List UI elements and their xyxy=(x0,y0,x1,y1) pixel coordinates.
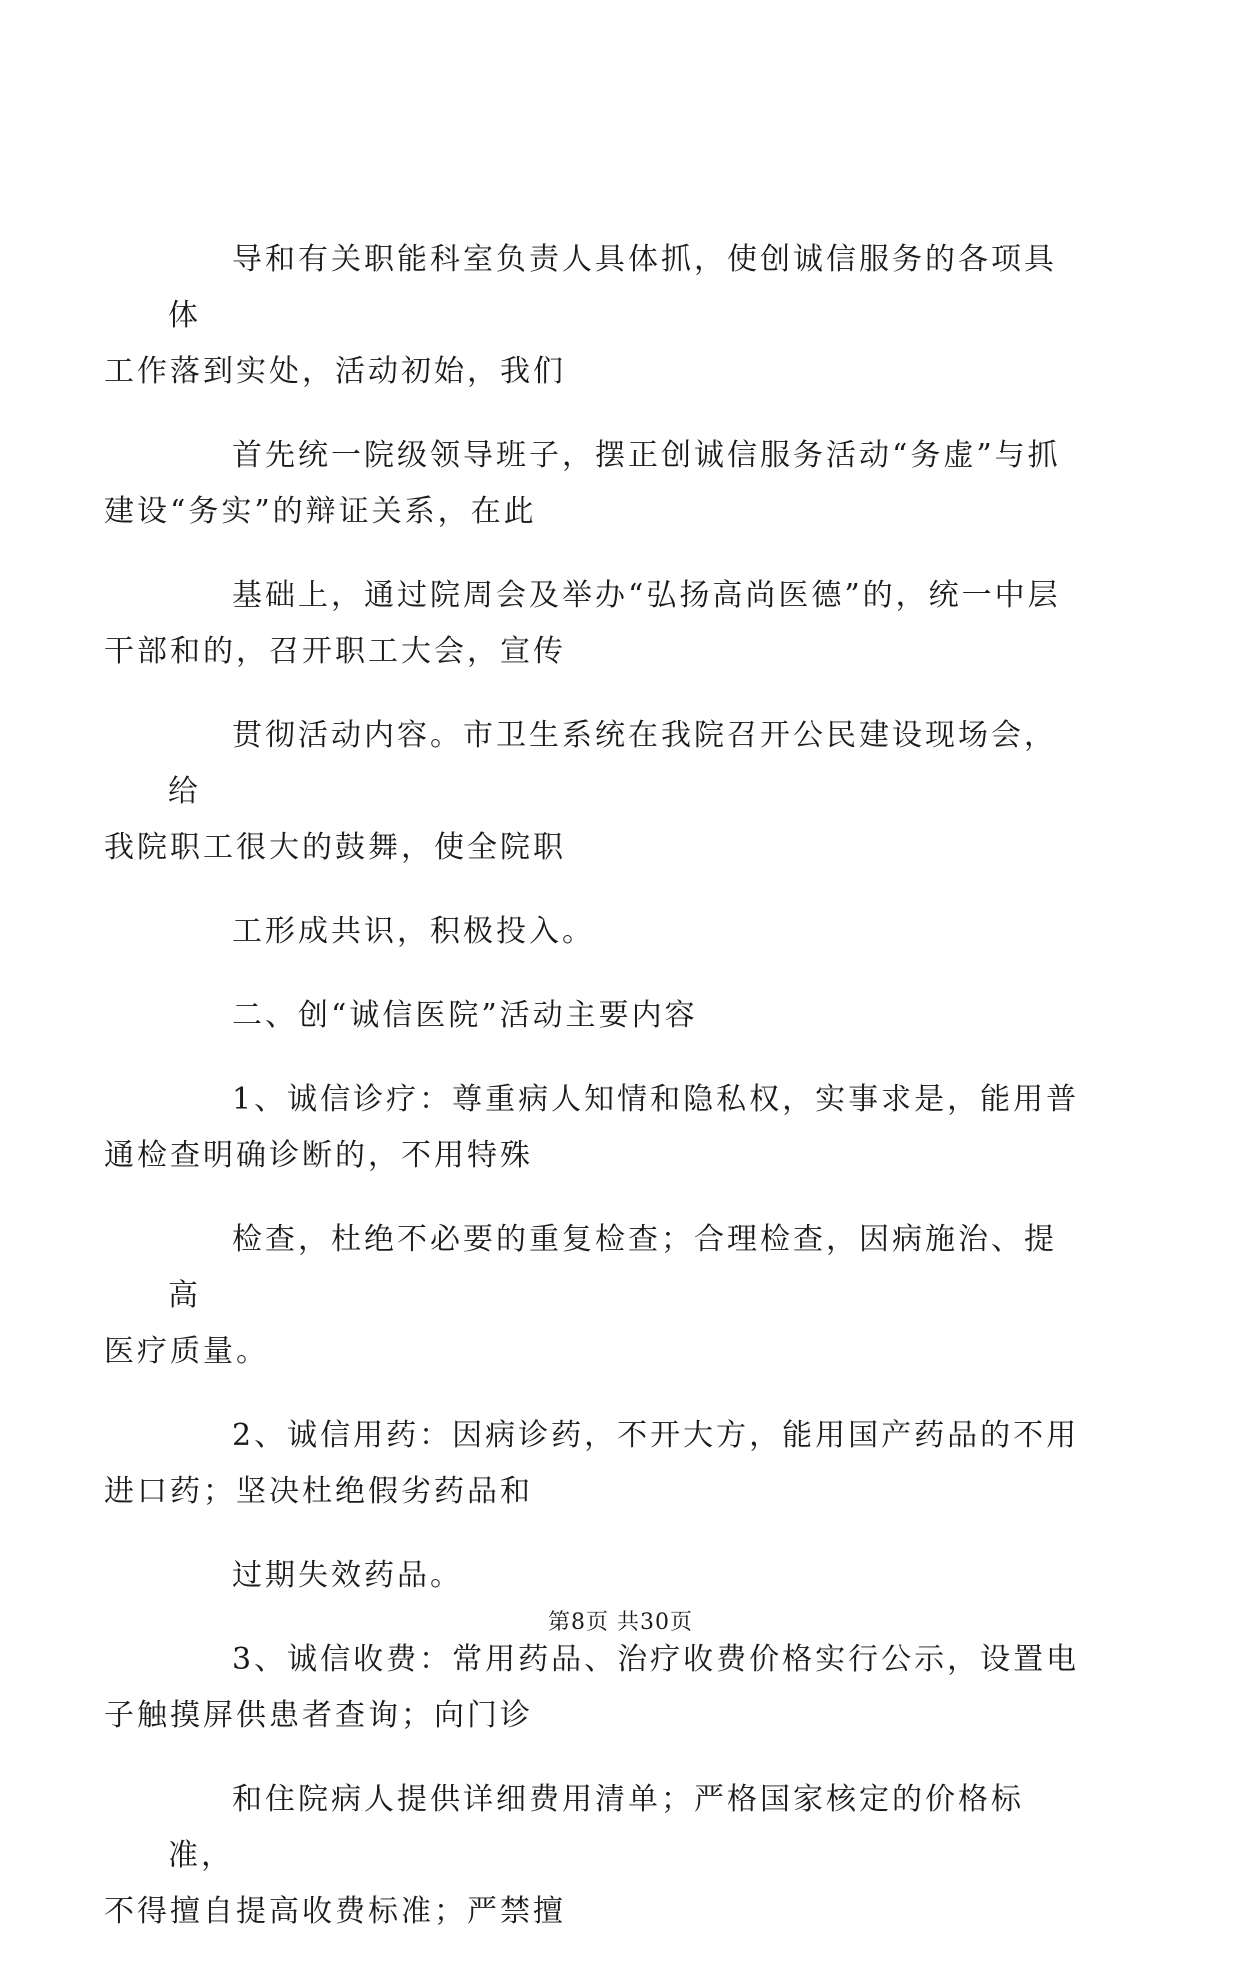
paragraph xyxy=(104,428,1088,540)
text-line: 建设“务实”的辩证关系，在此 xyxy=(104,494,537,529)
paragraph xyxy=(168,904,1088,960)
text-line: 通检查明确诊断的，不用特殊 xyxy=(104,1138,533,1173)
text-line: 导和有关职能科室负责人具体抓，使创诚信服务的各项具体 xyxy=(168,242,1057,333)
text-line: 2、诚信用药：因病诊药，不开大方，能用国产药品的不用 xyxy=(232,1418,1080,1453)
text-line: 干部和的，召开职工大会，宣传 xyxy=(104,634,566,669)
text-line: 过期失效药品。 xyxy=(232,1558,463,1593)
paragraph xyxy=(104,1632,1088,1744)
paragraph xyxy=(104,1772,1088,1940)
text-line: 二、创“诚信医院”活动主要内容 xyxy=(232,998,698,1033)
paragraph xyxy=(104,568,1088,680)
text-line: 3、诚信收费：常用药品、治疗收费价格实行公示，设置电 xyxy=(232,1642,1080,1677)
page-number-footer: 第8页 共30页 xyxy=(548,1610,693,1635)
text-line: 检查，杜绝不必要的重复检查；合理检查，因病施治、提高 xyxy=(168,1222,1057,1313)
document-body xyxy=(104,232,1088,1968)
text-line: 不得擅自提高收费标准；严禁擅 xyxy=(104,1894,566,1929)
paragraph xyxy=(104,232,1088,400)
text-line: 贯彻活动内容。市卫生系统在我院召开公民建设现场会，给 xyxy=(168,718,1057,809)
paragraph xyxy=(168,1548,1088,1604)
text-line: 我院职工很大的鼓舞，使全院职 xyxy=(104,830,566,865)
paragraph xyxy=(104,1212,1088,1380)
text-line: 基础上，通过院周会及举办“弘扬高尚医德”的，统一中层 xyxy=(232,578,1061,613)
paragraph xyxy=(104,708,1088,876)
paragraph xyxy=(104,1072,1088,1184)
text-line: 工形成共识，积极投入。 xyxy=(232,914,595,949)
text-line: 和住院病人提供详细费用清单；严格国家核定的价格标准， xyxy=(168,1782,1024,1873)
text-line: 1、诚信诊疗：尊重病人知情和隐私权，实事求是，能用普 xyxy=(232,1082,1080,1117)
paragraph xyxy=(104,1408,1088,1520)
text-line: 工作落到实处，活动初始，我们 xyxy=(104,354,566,389)
text-line: 子触摸屏供患者查询；向门诊 xyxy=(104,1698,533,1733)
text-line: 医疗质量。 xyxy=(104,1334,269,1369)
text-line: 首先统一院级领导班子，摆正创诚信服务活动“务虚”与抓 xyxy=(232,438,1061,473)
text-line: 进口药；坚决杜绝假劣药品和 xyxy=(104,1474,533,1509)
section-heading xyxy=(168,988,1088,1044)
